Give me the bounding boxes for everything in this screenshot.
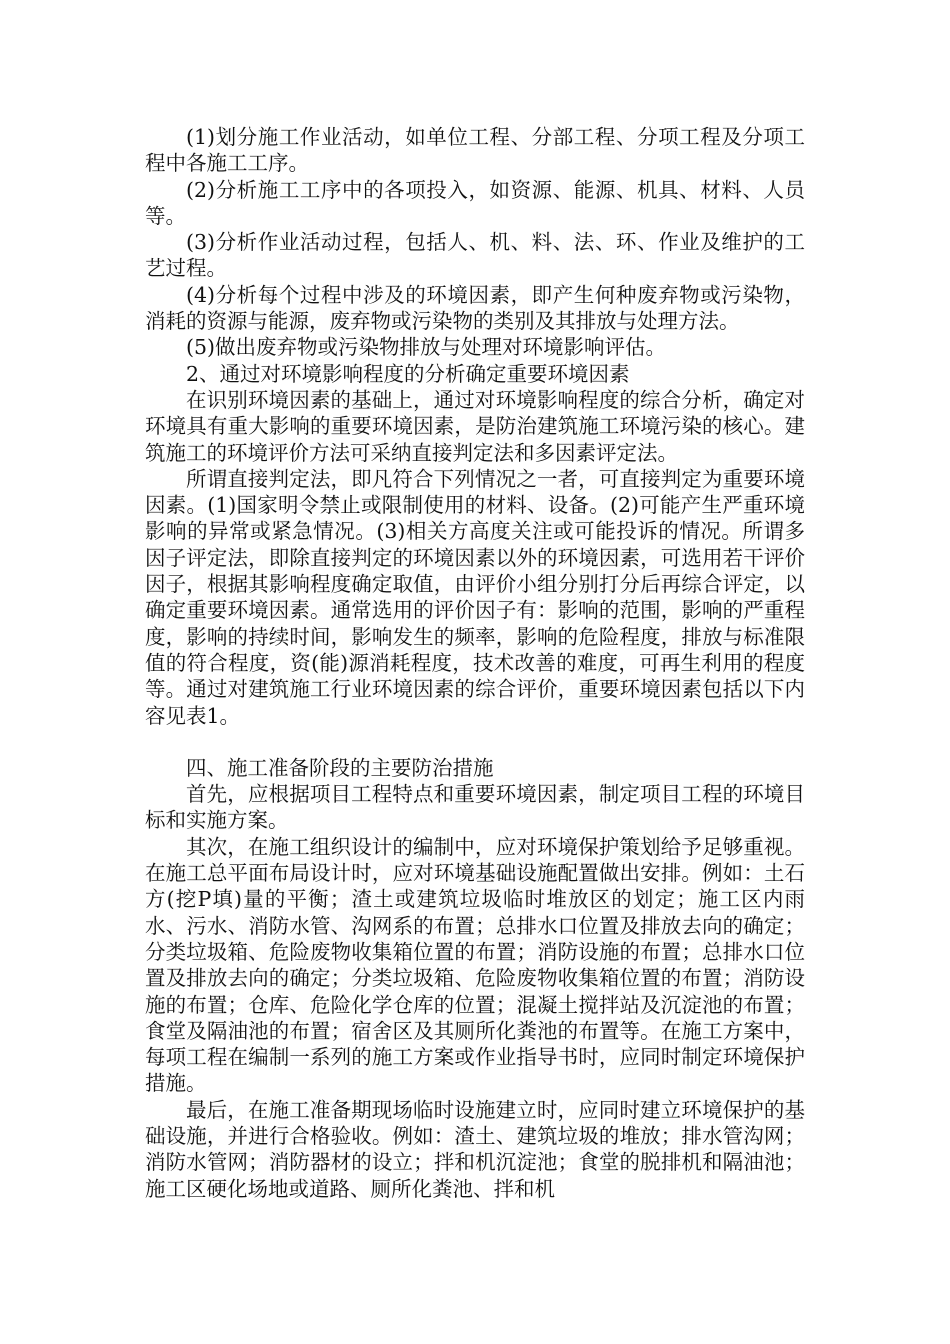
paragraph-step-4: (4)分析每个过程中涉及的环境因素，即产生何种废弃物或污染物，消耗的资源与能源，废弃物或污染物的类别及其排放与处理方法。 — [145, 282, 805, 334]
subheading-important-factors: 2、通过对环境影响程度的分析确定重要环境因素 — [186, 361, 630, 386]
paragraph-step-5: (5)做出废弃物或污染物排放与处理对环境影响评估。 — [186, 335, 667, 360]
paragraph-identification: 在识别环境因素的基础上，通过对环境影响程度的综合分析，确定对环境具有重大影响的重要环境因素，是防治建筑施工环境污染的核心。建筑施工的环境评价方法可采纳直接判定法和多因素评定法。 — [145, 387, 805, 465]
paragraph-direct-judgment: 所谓直接判定法，即凡符合下列情况之一者，可直接判定为重要环境因素。(1)国家明令禁止或限制使用的材料、设备。(2)可能产生严重环境影响的异常或紧急情况。(3)相关方高度关注或可能投诉的情况。所谓多因子评定法，即除直接判定的环境因素以外的环境因素，可选用若干评价因子，根据其影响程度确定取值，由评价小组分别打分后再综合评定，以确定重要环境因素。通常选用的评价因子有：影响的范围，影响的严重程度，影响的持续时间，影响发生的频率，影响的危险程度，排放与标准限值的符合程度，资(能)源消耗程度，技术改善的难度，可再生利用的程度等。通过对建筑施工行业环境因素的综合评价，重要环境因素包括以下内容见表1。 — [145, 466, 805, 728]
paragraph-step-2: (2)分析施工工序中的各项投入，如资源、能源、机具、材料、人员等。 — [145, 177, 805, 228]
paragraph-step-3: (3)分析作业活动过程，包括人、机、料、法、环、作业及维护的工艺过程。 — [145, 230, 805, 281]
document-page — [145, 124, 805, 1202]
paragraph-second: 其次，在施工组织设计的编制中，应对环境保护策划给予足够重视。在施工总平面布局设计时，应对环境基础设施配置做出安排。例如：土石方(挖P填)量的平衡；渣土或建筑垃圾临时堆放区的划定；施工区内雨水、污水、消防水管、沟网系的布置；总排水口位置及排放去向的确定；分类垃圾箱、危险废物收集箱位置的布置；消防设施的布置；总排水口位置及排放去向的确定；分类垃圾箱、危险废物收集箱位置的布置；消防设施的布置；仓库、危险化学仓库的位置；混凝土搅拌站及沉淀池的布置；食堂及隔油池的布置；宿舍区及其厕所化粪池的布置等。在施工方案中，每项工程在编制一系列的施工方案或作业指导书时，应同时制定环境保护措施。 — [145, 834, 805, 1096]
paragraph-last: 最后，在施工准备期现场临时设施建立时，应同时建立环境保护的基础设施，并进行合格验收。例如：渣土、建筑垃圾的堆放；排水管沟网；消防水管网；消防器材的设立；拌和机沉淀池；食堂的脱排机和隔油池；施工区硬化场地或道路、厕所化粪池、拌和机 — [145, 1097, 805, 1201]
paragraph-step-1: (1)划分施工作业活动，如单位工程、分部工程、分项工程及分项工程中各施工工序。 — [145, 125, 805, 176]
paragraph-first: 首先，应根据项目工程特点和重要环境因素，制定项目工程的环境目标和实施方案。 — [145, 782, 805, 833]
section-heading: 四、施工准备阶段的主要防治措施 — [186, 755, 494, 780]
